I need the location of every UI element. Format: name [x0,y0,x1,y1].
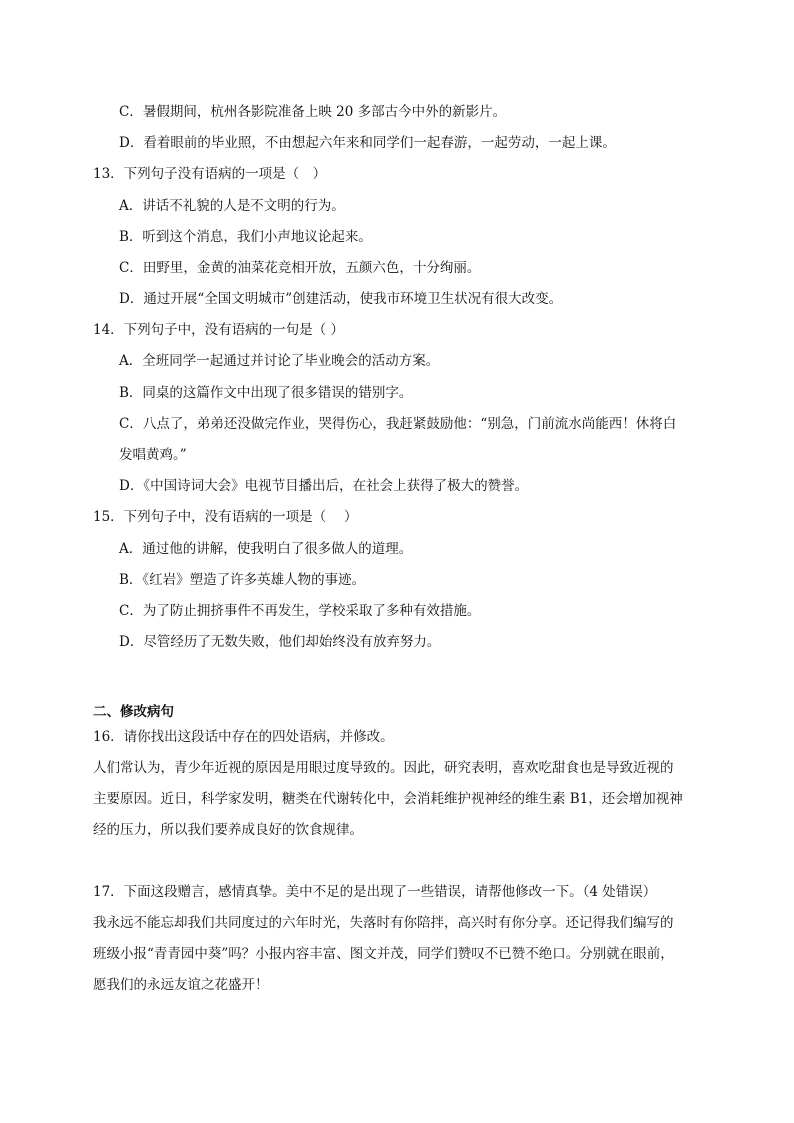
q13-option-c: C．田野里，金黄的油菜花竞相开放，五颜六色，十分绚丽。 [119,260,481,276]
q17-paragraph-line1: 我永远不能忘却我们共同度过的六年时光，失落时有你陪拌，高兴时有你分享。还记得我们编写的 [93,915,674,931]
q17-paragraph-line2: 班级小报“青青园中葵”吗？小报内容丰富、图文并茂，同学们赞叹不已赞不绝口。分别就在眼前， [93,946,674,962]
q15-option-a: A．通过他的讲解，使我明白了很多做人的道理。 [119,541,413,557]
q16-paragraph-line2: 主要原因。近日，科学家发明，糖类在代谢转化中，会消耗维护视神经的维生素 B1，还会增加视神 [93,791,683,807]
q16-paragraph-line3: 经的压力，所以我们要养成良好的饮食规律。 [93,822,363,838]
q17-stem: 17．下面这段赠言，感情真挚。美中不足的是出现了一些错误，请帮他修改一下。（4 处错误） [93,884,657,900]
q14-option-b: B．同桌的这篇作文中出现了很多错误的错别字。 [119,385,413,401]
q14-stem: 14．下列句子中，没有语病的一句是（ ） [93,322,344,338]
q15-option-c: C．为了防止拥挤事件不再发生，学校采取了多种有效措施。 [119,603,481,619]
q14-option-c-line2: 发唱黄鸡。” [119,447,187,463]
q13-option-b: B．听到这个消息，我们小声地议论起来。 [119,229,372,245]
q14-option-d: D．《中国诗词大会》电视节目播出后，在社会上获得了极大的赞誉。 [119,478,529,494]
q15-option-b: B．《红岩》塑造了许多英雄人物的事迹。 [119,572,366,588]
q16-paragraph-line1: 人们常认为，青少年近视的原因是用眼过度导致的。因此，研究表明，喜欢吃甜食也是导致近视的 [93,760,674,776]
q16-stem: 16．请你找出这段话中存在的四处语病，并修改。 [93,729,394,745]
q13-stem: 13．下列句子没有语病的一项是（ ） [93,166,327,182]
q14-option-a: A．全班同学一起通过并讨论了毕业晚会的活动方案。 [119,353,440,369]
q12-option-c: C．暑假期间，杭州各影院准备上映 20 多部古今中外的新影片。 [119,104,507,120]
q15-stem: 15．下列句子中，没有语病的一项是（ ） [93,509,358,525]
q17-paragraph-line3: 愿我们的永远友谊之花盛开！ [93,977,269,993]
q12-option-d: D．看着眼前的毕业照，不由想起六年来和同学们一起春游，一起劳动，一起上课。 [119,135,616,151]
q13-option-a: A．讲话不礼貌的人是不文明的行为。 [119,198,345,214]
q14-option-c-line1: C．八点了，弟弟还没做完作业，哭得伤心，我赶紧鼓励他：“别急，门前流水尚能西！休将白 [119,416,677,432]
q15-option-d: D．尽管经历了无数失败，他们却始终没有放弃努力。 [119,634,441,650]
section-title: 二、修改病句 [93,704,174,720]
q13-option-d: D．通过开展“全国文明城市”创建活动，使我市环境卫生状况有很大改变。 [119,291,563,307]
